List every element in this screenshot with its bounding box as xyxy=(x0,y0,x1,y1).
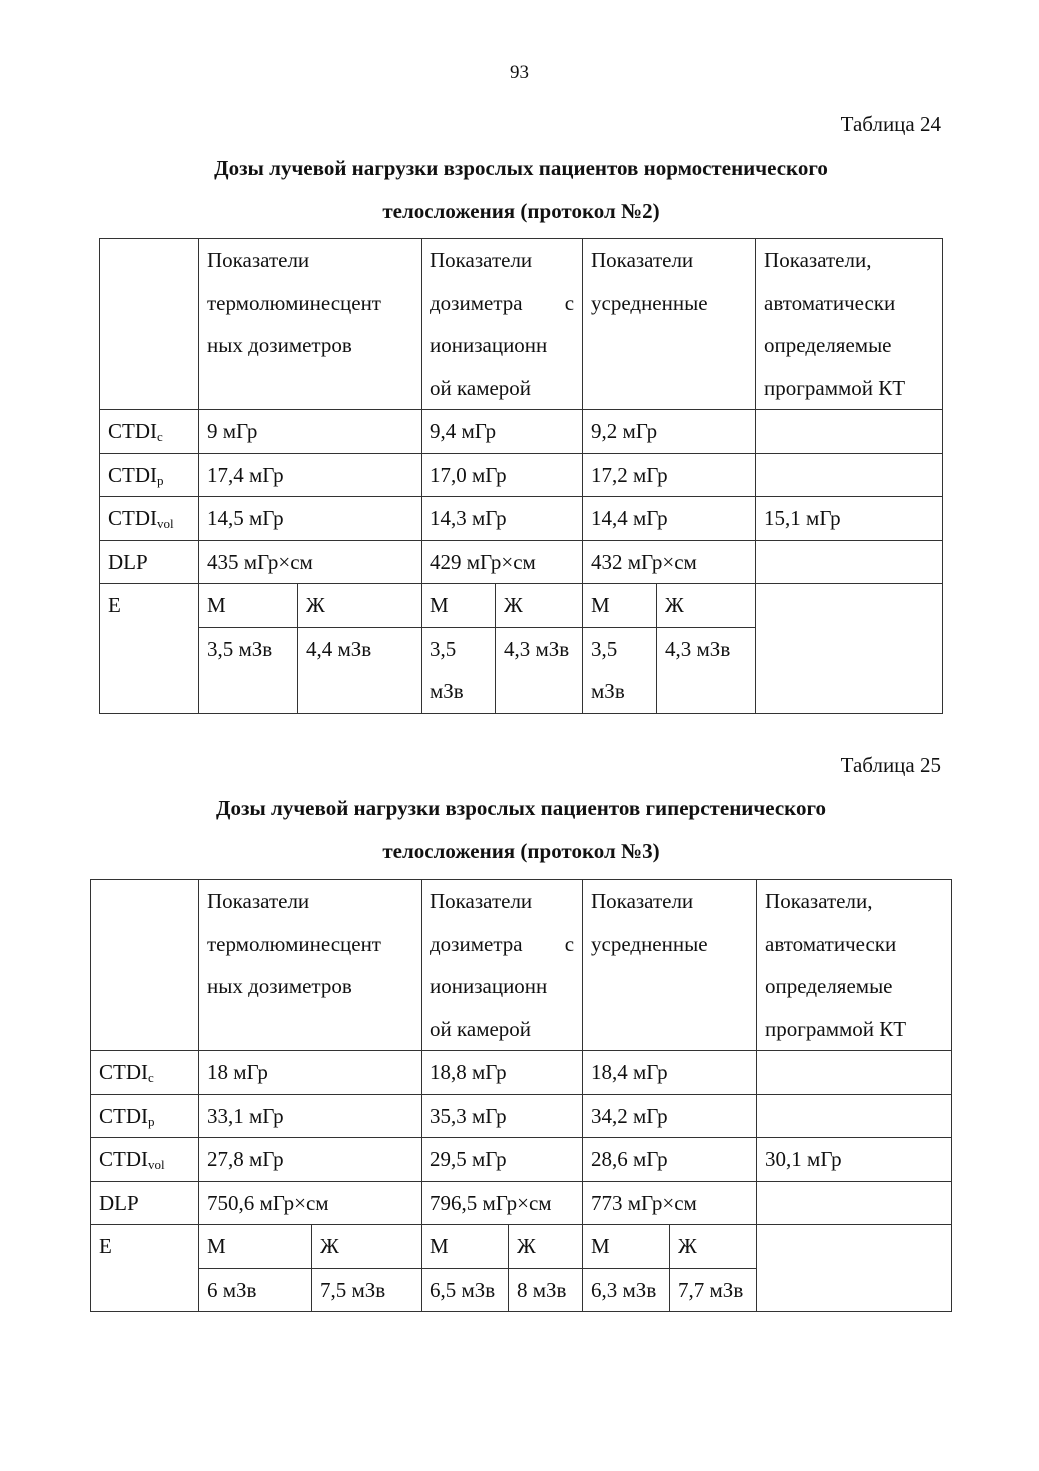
param-cell: $CTDI_{vol}$ xyxy=(91,1138,199,1182)
table-row xyxy=(100,584,943,628)
header-line: программой КТ xyxy=(764,375,906,400)
value-cell: 3,5 мЗв xyxy=(583,627,657,713)
header-line: ных дозиметров xyxy=(207,333,352,357)
header-empty-cell xyxy=(91,880,199,1051)
table-24-title-line1: Дозы лучевой нагрузки взрослых пациентов нормостенического xyxy=(214,156,828,180)
table-row xyxy=(100,410,943,454)
table-25-title-line2: телосложения (протокол №3) xyxy=(382,839,660,863)
value-cell: 7,7 мЗв xyxy=(670,1268,757,1312)
table-row xyxy=(100,497,943,541)
sex-label-female: Ж xyxy=(670,1225,757,1269)
header-line: ных дозиметров xyxy=(207,974,352,998)
value-cell: 34,2 мГр xyxy=(583,1094,757,1138)
value-cell: 28,6 мГр xyxy=(583,1138,757,1182)
table-row xyxy=(100,453,943,497)
header-line: ионизационн xyxy=(430,974,548,998)
value-cell: 18 мГр xyxy=(199,1051,422,1095)
header-line: программой КТ xyxy=(765,1016,907,1041)
value-cell: 773 мГр×см xyxy=(583,1181,757,1225)
header-line: Показатели xyxy=(207,248,310,272)
value-cell xyxy=(757,1225,952,1312)
header-line: термолюминесцент xyxy=(207,931,381,956)
table-24-label: Таблица 24 xyxy=(840,112,941,136)
value-cell: 9,4 мГр xyxy=(422,410,583,454)
page-number: 93 xyxy=(510,62,529,83)
param-cell: E xyxy=(100,584,199,714)
header-tld xyxy=(199,880,422,1051)
table-24-title-line2: телосложения (протокол №2) xyxy=(382,199,660,223)
table-row xyxy=(91,1181,952,1225)
header-line: термолюминесцент xyxy=(207,290,381,315)
sex-label-female: Ж xyxy=(657,584,756,628)
value-cell: 3,5 мЗв xyxy=(199,627,298,713)
sex-label-male: М xyxy=(422,1225,509,1269)
header-averaged xyxy=(583,239,756,410)
value-cell: 27,8 мГр xyxy=(199,1138,422,1182)
table-row xyxy=(91,1138,952,1182)
param-cell: E xyxy=(91,1225,199,1312)
sex-label-male: М xyxy=(199,1225,312,1269)
value-cell: 4,3 мЗв xyxy=(496,627,583,713)
value-cell: 9 мГр xyxy=(199,410,422,454)
value-cell xyxy=(757,1181,952,1225)
value-cell: 9,2 мГр xyxy=(583,410,756,454)
value-cell xyxy=(756,540,943,584)
param-cell: $CTDI_c$ xyxy=(91,1051,199,1095)
param-cell: DLP xyxy=(100,540,199,584)
value-cell: 4,3 мЗв xyxy=(657,627,756,713)
value-cell xyxy=(756,584,943,714)
value-cell: 750,6 мГр×см xyxy=(199,1181,422,1225)
header-line: Показатели, xyxy=(764,248,872,272)
value-cell: 796,5 мГр×см xyxy=(422,1181,583,1225)
table-row xyxy=(91,1051,952,1095)
value-cell: 7,5 мЗв xyxy=(312,1268,422,1312)
value-cell: 4,4 мЗв xyxy=(298,627,422,713)
header-line: определяемые xyxy=(765,974,893,998)
table-row xyxy=(100,540,943,584)
sex-label-female: Ж xyxy=(509,1225,583,1269)
header-tld xyxy=(199,239,422,410)
sex-label-male: М xyxy=(583,584,657,628)
header-line: Показатели xyxy=(430,889,533,913)
header-averaged xyxy=(583,880,757,1051)
value-cell: 17,2 мГр xyxy=(583,453,756,497)
header-line: Показатели, xyxy=(765,889,873,913)
sex-label-male: М xyxy=(199,584,298,628)
table-row xyxy=(91,1094,952,1138)
header-line: ионизационн xyxy=(430,333,548,357)
sex-label-male: М xyxy=(422,584,496,628)
value-cell xyxy=(757,1051,952,1095)
header-ion-chamber xyxy=(422,880,583,1051)
header-line: определяемые xyxy=(764,333,892,357)
value-cell: 6,3 мЗв xyxy=(583,1268,670,1312)
value-cell: 6,5 мЗв xyxy=(422,1268,509,1312)
sex-label-male: М xyxy=(583,1225,670,1269)
value-cell: 30,1 мГр xyxy=(757,1138,952,1182)
param-cell: $CTDI_c$ xyxy=(100,410,199,454)
param-cell: $CTDI_{vol}$ xyxy=(100,497,199,541)
sex-label-female: Ж xyxy=(312,1225,422,1269)
header-line: автоматически xyxy=(764,290,896,315)
header-line: Показатели xyxy=(207,889,310,913)
sex-label-female: Ж xyxy=(496,584,583,628)
param-cell: DLP xyxy=(91,1181,199,1225)
value-cell: 17,4 мГр xyxy=(199,453,422,497)
param-cell: $CTDI_p$ xyxy=(91,1094,199,1138)
header-line: усредненные xyxy=(591,290,708,315)
header-ion-chamber xyxy=(422,239,583,410)
value-cell: 18,4 мГр xyxy=(583,1051,757,1095)
value-cell: 35,3 мГр xyxy=(422,1094,583,1138)
value-cell: 3,5 мЗв xyxy=(422,627,496,713)
value-cell: 14,4 мГр xyxy=(583,497,756,541)
value-cell xyxy=(756,410,943,454)
table-24 xyxy=(99,238,943,714)
table-row xyxy=(91,1225,952,1269)
table-25-label: Таблица 25 xyxy=(840,753,941,777)
value-cell xyxy=(756,453,943,497)
value-cell: 6 мЗв xyxy=(199,1268,312,1312)
header-ct-auto xyxy=(756,239,943,410)
header-line: Показатели xyxy=(591,248,694,272)
value-cell: 14,5 мГр xyxy=(199,497,422,541)
header-line: ой камерой xyxy=(430,375,532,400)
value-cell: 33,1 мГр xyxy=(199,1094,422,1138)
table-25 xyxy=(90,879,952,1312)
value-cell: 429 мГр×см xyxy=(422,540,583,584)
header-line: автоматически xyxy=(765,931,897,956)
value-cell xyxy=(757,1094,952,1138)
value-cell: 8 мЗв xyxy=(509,1268,583,1312)
table-row xyxy=(91,880,952,1051)
value-cell: 17,0 мГр xyxy=(422,453,583,497)
param-cell: $CTDI_p$ xyxy=(100,453,199,497)
value-cell: 14,3 мГр xyxy=(422,497,583,541)
value-cell: 432 мГр×см xyxy=(583,540,756,584)
header-line: усредненные xyxy=(591,931,708,956)
header-line: Показатели xyxy=(430,248,533,272)
header-empty-cell xyxy=(100,239,199,410)
value-cell: 18,8 мГр xyxy=(422,1051,583,1095)
value-cell: 435 мГр×см xyxy=(199,540,422,584)
value-cell: 29,5 мГр xyxy=(422,1138,583,1182)
table-row xyxy=(100,239,943,410)
value-cell: 15,1 мГр xyxy=(756,497,943,541)
table-25-title-line1: Дозы лучевой нагрузки взрослых пациентов гиперстенического xyxy=(216,796,826,820)
header-line: ой камерой xyxy=(430,1016,532,1041)
header-ct-auto xyxy=(757,880,952,1051)
sex-label-female: Ж xyxy=(298,584,422,628)
header-line: дозиметра с xyxy=(430,290,575,315)
header-line: Показатели xyxy=(591,889,694,913)
header-line: дозиметра с xyxy=(430,931,575,956)
